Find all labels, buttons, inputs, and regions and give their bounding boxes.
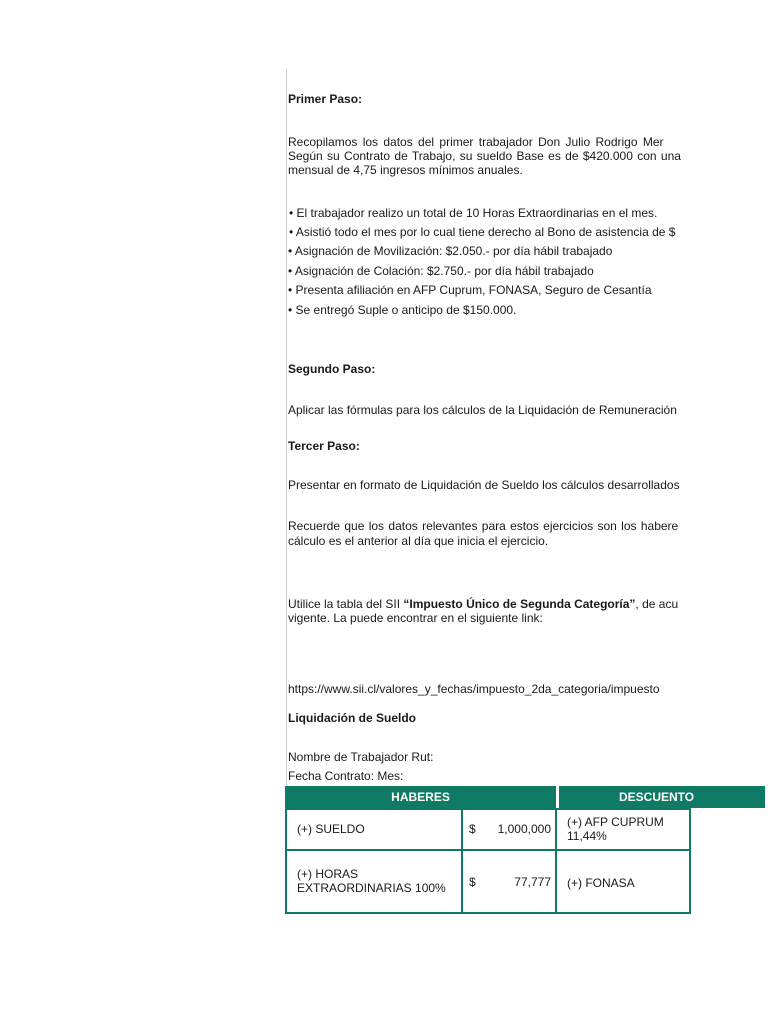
sii-prefix: Utilice la tabla del SII bbox=[288, 597, 404, 611]
third-step-title: Tercer Paso: bbox=[288, 439, 360, 453]
sii-suffix: , de acu bbox=[635, 597, 679, 611]
second-step-text: Aplicar las fórmulas para los cálculos de la Liquidación de Remuneración bbox=[288, 403, 677, 417]
sii-instruction-line-2: vigente. La puede encontrar en el siguiente link: bbox=[288, 611, 543, 625]
contract-date-line: Fecha Contrato: Mes: bbox=[288, 769, 404, 783]
sii-table-name: “Impuesto Único de Segunda Categoría” bbox=[403, 597, 636, 611]
table-row-descuento bbox=[555, 808, 691, 851]
page-left-rule bbox=[286, 70, 287, 785]
haber-label: (+) HORAS EXTRAORDINARIAS 100% bbox=[297, 867, 446, 895]
bullet-item: • Presenta afiliación en AFP Cuprum, FONASA, Seguro de Cesantía bbox=[288, 283, 652, 297]
descuento-label: (+) AFP CUPRUM 11,44% bbox=[567, 815, 664, 843]
table-row-descuento bbox=[555, 849, 691, 914]
intro-line-3: mensual de 4,75 ingresos mínimos anuales. bbox=[288, 163, 523, 177]
bullet-item: • Asistió todo el mes por lo cual tiene derecho al Bono de asistencia de $ bbox=[289, 225, 676, 239]
liquidacion-title: Liquidación de Sueldo bbox=[288, 711, 417, 725]
salary-table bbox=[285, 786, 765, 914]
third-step-text: Presentar en formato de Liquidación de Sueldo los cálculos desarrollados bbox=[288, 478, 680, 492]
table-row-haber-amount bbox=[461, 849, 557, 914]
table-row-haber-label bbox=[285, 808, 463, 851]
header-haberes: HABERES bbox=[285, 786, 556, 808]
header-descuentos: DESCUENTO bbox=[559, 786, 765, 808]
intro-line-2: Según su Contrato de Trabajo, su sueldo Base es de $420.000 con una bbox=[288, 149, 681, 163]
second-step-title: Segundo Paso: bbox=[288, 362, 376, 376]
descuento-label: (+) FONASA bbox=[567, 876, 635, 890]
bullet-item: • Se entregó Suple o anticipo de $150.000. bbox=[288, 303, 517, 317]
table-row-haber-amount bbox=[461, 808, 557, 851]
worker-name-line: Nombre de Trabajador Rut: bbox=[288, 750, 434, 764]
amount-value: 77,777 bbox=[514, 875, 551, 889]
table-row-haber-label bbox=[285, 849, 463, 914]
sii-link[interactable]: https://www.sii.cl/valores_y_fechas/impuesto_2da_categoria/impuesto bbox=[288, 682, 660, 696]
note-line-2: cálculo es el anterior al día que inicia el ejercicio. bbox=[288, 534, 549, 548]
note-line-1: Recuerde que los datos relevantes para estos ejercicios son los habere bbox=[288, 519, 679, 533]
bullet-item: • El trabajador realizo un total de 10 Horas Extraordinarias en el mes. bbox=[289, 206, 658, 220]
bullet-item: • Asignación de Colación: $2.750.- por día hábil trabajado bbox=[288, 264, 594, 278]
currency-symbol: $ bbox=[469, 875, 476, 889]
currency-symbol: $ bbox=[469, 822, 476, 836]
amount-value: 1,000,000 bbox=[497, 822, 551, 836]
haber-label: (+) SUELDO bbox=[297, 822, 365, 836]
bullet-item: • Asignación de Movilización: $2.050.- por día hábil trabajado bbox=[288, 244, 613, 258]
first-step-title: Primer Paso: bbox=[288, 92, 363, 106]
intro-line-1: Recopilamos los datos del primer trabajador Don Julio Rodrigo Mer bbox=[288, 135, 664, 149]
